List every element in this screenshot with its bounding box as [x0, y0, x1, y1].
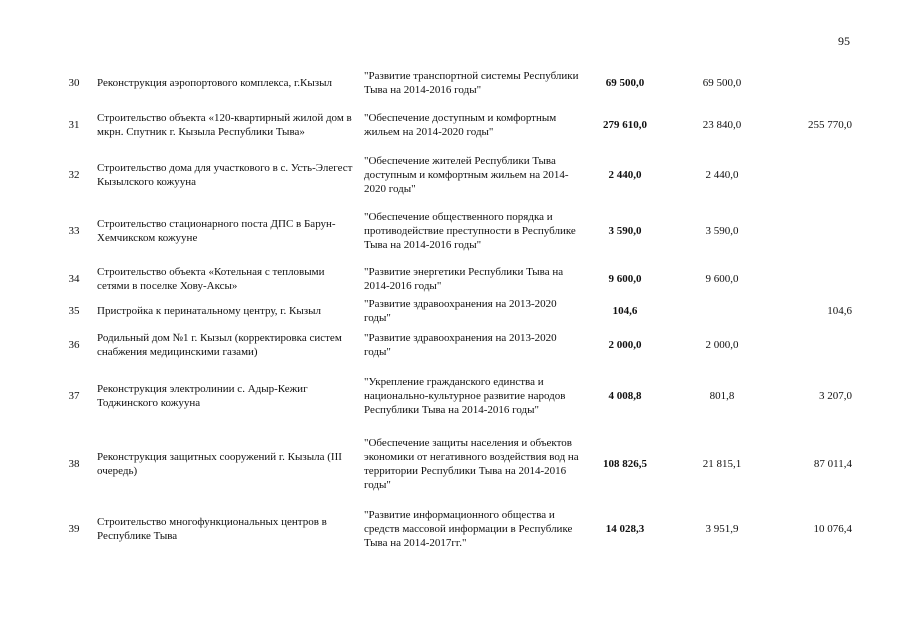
- amount-year-2: [780, 328, 852, 362]
- row-number: 32: [68, 169, 80, 181]
- amount-year-1: 2 440,0: [705, 169, 739, 181]
- table-row: [0, 365, 905, 427]
- object-name: Реконструкция электролинии с. Адыр-Кежиг Тоджинского кожууна: [97, 383, 308, 409]
- amount-year-2: 87 011,4: [813, 458, 852, 470]
- object-name: Пристройка к перинатальному центру, г. Кызыл: [97, 304, 321, 317]
- amount-year-2: 10 076,4: [813, 523, 852, 535]
- total-amount: 9 600,0: [608, 272, 642, 285]
- program-name: "Обеспечение защиты населения и объектов экономики от негативного воздействия вод на территории Республики Тыва на 2014-2016 годы": [364, 437, 579, 491]
- amount-year-1: 801,8: [709, 390, 735, 402]
- object-name: Реконструкция защитных сооружений г. Кызыла (III очередь): [97, 451, 342, 477]
- object-name: Родильный дом №1 г. Кызыл (корректировка систем снабжения медицинскими газами): [97, 332, 342, 358]
- table-row: [0, 433, 905, 495]
- program-name: "Обеспечение жителей Республики Тыва доступным и комфортным жильем на 2014-2020 годы": [364, 155, 569, 195]
- amount-year-1: 21 815,1: [702, 458, 742, 470]
- total-amount: 2 440,0: [608, 169, 642, 181]
- program-name: "Развитие энергетики Республики Тыва на 2014-2016 годы": [364, 265, 564, 292]
- row-number: 36: [68, 339, 80, 351]
- program-name: "Развитие транспортной системы Республики Тыва на 2014-2016 годы": [364, 70, 579, 96]
- row-number: 39: [68, 523, 80, 535]
- object-name: Строительство объекта «Котельная с тепловыми сетями в поселке Хову-Аксы»: [97, 265, 325, 292]
- amount-year-1: 9 600,0: [705, 272, 739, 285]
- row-number: 31: [68, 119, 80, 131]
- total-amount: 279 610,0: [603, 119, 647, 131]
- amount-year-1: 3 951,9: [705, 523, 739, 535]
- amount-year-1: 23 840,0: [702, 119, 742, 131]
- amount-year-1: [688, 295, 756, 326]
- total-amount: 2 000,0: [608, 339, 642, 351]
- program-name: "Укрепление гражданского единства и национально-культурное развитие народов Республики Тыва на 2014-2016 годы": [364, 376, 566, 416]
- object-name: Строительство стационарного поста ДПС в Барун-Хемчикском кожууне: [97, 218, 336, 244]
- object-name: Строительство многофункциональных центров в Республике Тыва: [97, 516, 327, 542]
- amount-year-2: 3 207,0: [819, 390, 852, 402]
- total-amount: 4 008,8: [608, 390, 642, 402]
- program-name: "Обеспечение доступным и комфортным жильем на 2014-2020 годы": [364, 112, 557, 138]
- amount-year-1: 69 500,0: [702, 77, 742, 89]
- table-row: [0, 66, 905, 100]
- row-number: 33: [68, 225, 80, 237]
- amount-year-2: [780, 151, 852, 199]
- object-name: Реконструкция аэропортового комплекса, г.Кызыл: [97, 77, 332, 89]
- amount-year-2: 104,6: [827, 304, 852, 317]
- table-row: [0, 295, 905, 326]
- total-amount: 104,6: [612, 304, 638, 317]
- object-name: Строительство дома для участкового в с. Усть-Элегест Кызылского кожууна: [97, 162, 353, 188]
- total-amount: 108 826,5: [603, 458, 647, 470]
- table-row: [0, 200, 905, 262]
- amount-year-1: 2 000,0: [705, 339, 739, 351]
- amount-year-2: [780, 66, 852, 100]
- row-number: 34: [68, 272, 80, 285]
- amount-year-1: 3 590,0: [705, 225, 739, 237]
- program-name: "Развитие здравоохранения на 2013-2020 годы": [364, 332, 557, 358]
- program-name: "Обеспечение общественного порядка и противодействие преступности в Республике Тыва на 2014-2016 годы": [364, 211, 576, 251]
- table-row: [0, 328, 905, 362]
- total-amount: 69 500,0: [605, 77, 645, 89]
- object-name: Строительство объекта «120-квартирный жилой дом в мкрн. Спутник г. Кызыла Республики Тыва»: [97, 112, 352, 138]
- row-number: 38: [68, 458, 80, 470]
- table-row: [0, 498, 905, 560]
- table-row: [0, 151, 905, 199]
- amount-year-2: 255 770,0: [808, 119, 852, 131]
- table-row: [0, 100, 905, 150]
- row-number: 30: [68, 77, 80, 89]
- total-amount: 14 028,3: [605, 523, 645, 535]
- program-name: "Развитие здравоохранения на 2013-2020 годы": [364, 297, 557, 324]
- program-name: "Развитие информационного общества и средств массовой информации в Республике Тыва на 2014-2017гг.": [364, 509, 573, 549]
- table-row: [0, 263, 905, 294]
- page-number: 95: [838, 34, 850, 48]
- row-number: 37: [68, 390, 80, 402]
- amount-year-2: [780, 263, 852, 294]
- total-amount: 3 590,0: [608, 225, 642, 237]
- row-number: 35: [68, 304, 80, 317]
- amount-year-2: [780, 200, 852, 262]
